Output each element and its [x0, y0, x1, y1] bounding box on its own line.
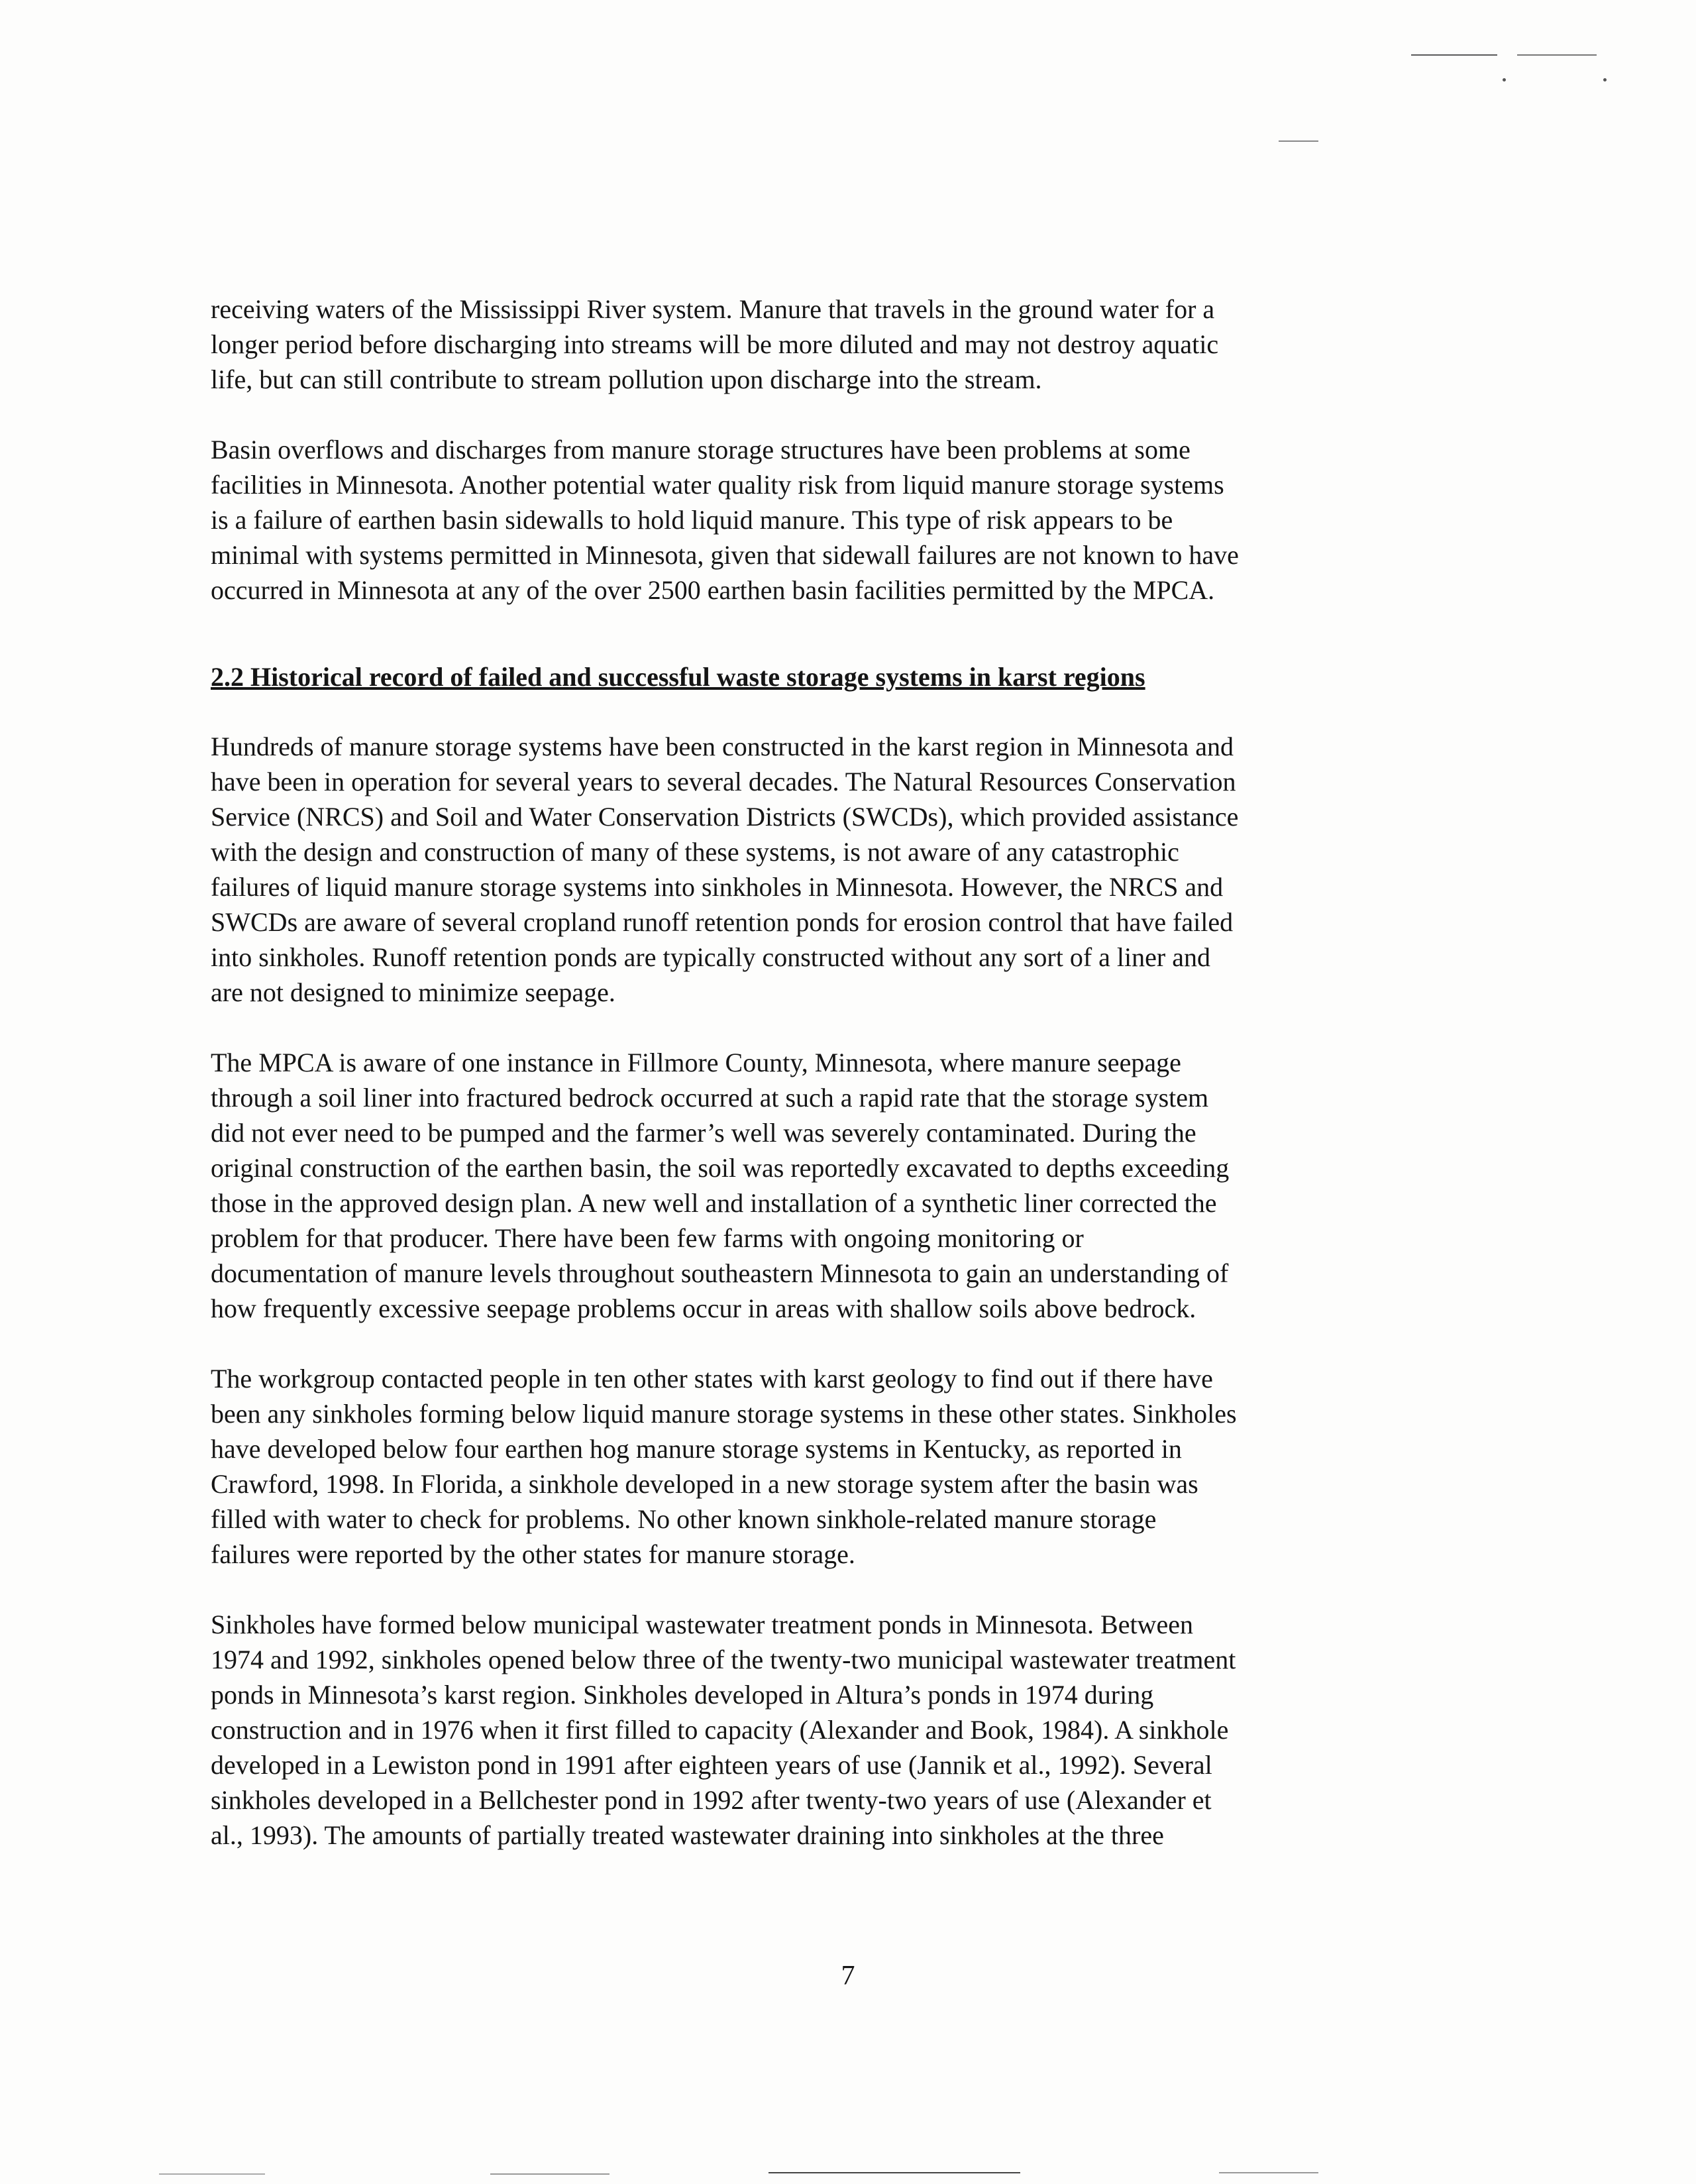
text-line: been any sinkholes forming below liquid manure storage systems in these other states. Sinkholes — [211, 1399, 1237, 1429]
text-line: SWCDs are aware of several cropland runoff retention ponds for erosion control that have failed — [211, 907, 1234, 937]
text-line: into sinkholes. Runoff retention ponds are typically constructed without any sort of a liner and — [211, 942, 1210, 972]
text-line: original construction of the earthen basin, the soil was reportedly excavated to depths exceeding — [211, 1153, 1230, 1183]
text-line: 1974 and 1992, sinkholes opened below three of the twenty-two municipal wastewater treatment — [211, 1645, 1236, 1674]
text-line: Crawford, 1998. In Florida, a sinkhole developed in a new storage system after the basin was — [211, 1469, 1198, 1499]
text-line: how frequently excessive seepage problems occur in areas with shallow soils above bedrock. — [211, 1293, 1196, 1323]
text-line: have been in operation for several years to several decades. The Natural Resources Conservation — [211, 767, 1236, 796]
text-line: developed in a Lewiston pond in 1991 after eighteen years of use (Jannik et al., 1992). Several — [211, 1750, 1212, 1780]
scan-mark — [1279, 140, 1318, 142]
scan-mark — [1411, 54, 1497, 56]
text-line: al., 1993). The amounts of partially treated wastewater draining into sinkholes at the three — [211, 1820, 1164, 1850]
text-line: Sinkholes have formed below municipal wastewater treatment ponds in Minnesota. Between — [211, 1610, 1193, 1639]
scan-mark — [1603, 78, 1607, 82]
text-line: with the design and construction of many of these systems, is not aware of any catastrophic — [211, 837, 1179, 867]
text-line: is a failure of earthen basin sidewalls to hold liquid manure. This type of risk appears to be — [211, 505, 1173, 535]
scan-mark — [768, 2172, 1020, 2173]
scan-mark — [490, 2173, 610, 2175]
paragraph — [211, 1045, 1383, 1326]
text-line: life, but can still contribute to stream pollution upon discharge into the stream. — [211, 364, 1042, 394]
text-line: documentation of manure levels throughout southeastern Minnesota to gain an understanding of — [211, 1258, 1229, 1288]
text-line: facilities in Minnesota. Another potential water quality risk from liquid manure storage systems — [211, 470, 1224, 500]
text-line: did not ever need to be pumped and the farmer’s well was severely contaminated. During the — [211, 1118, 1196, 1148]
paragraph — [211, 1607, 1383, 1853]
paragraph — [211, 432, 1383, 608]
text-line: The workgroup contacted people in ten other states with karst geology to find out if there have — [211, 1364, 1213, 1393]
text-line: ponds in Minnesota’s karst region. Sinkholes developed in Altura’s ponds in 1974 during — [211, 1680, 1154, 1710]
section-heading: 2.2 Historical record of failed and successful waste storage systems in karst regions — [211, 662, 1145, 692]
text-line: failures of liquid manure storage systems into sinkholes in Minnesota. However, the NRCS and — [211, 872, 1224, 902]
text-line: Service (NRCS) and Soil and Water Conservation Districts (SWCDs), which provided assistance — [211, 802, 1239, 832]
text-line: failures were reported by the other states for manure storage. — [211, 1539, 855, 1569]
scan-mark — [1503, 78, 1506, 82]
scan-mark — [159, 2173, 265, 2175]
text-line: problem for that producer. There have been few farms with ongoing monitoring or — [211, 1223, 1084, 1253]
text-line: are not designed to minimize seepage. — [211, 977, 615, 1007]
page-number: 7 — [841, 1961, 855, 1991]
text-line: construction and in 1976 when it first filled to capacity (Alexander and Book, 1984). A sinkhole — [211, 1715, 1229, 1745]
paragraph — [211, 729, 1383, 1010]
text-line: receiving waters of the Mississippi River system. Manure that travels in the ground water for a — [211, 294, 1215, 324]
text-line: Hundreds of manure storage systems have been constructed in the karst region in Minnesota and — [211, 732, 1234, 761]
paragraph — [211, 1361, 1383, 1572]
paragraph — [211, 292, 1383, 397]
text-line: longer period before discharging into streams will be more diluted and may not destroy aquatic — [211, 329, 1219, 359]
text-line: through a soil liner into fractured bedrock occurred at such a rapid rate that the storage system — [211, 1083, 1209, 1113]
scan-mark — [1517, 54, 1597, 56]
text-line: sinkholes developed in a Bellchester pond in 1992 after twenty-two years of use (Alexander et — [211, 1785, 1212, 1815]
text-line: filled with water to check for problems. No other known sinkhole-related manure storage — [211, 1504, 1157, 1534]
text-line: occurred in Minnesota at any of the over 2500 earthen basin facilities permitted by the MPCA. — [211, 575, 1215, 605]
text-line: Basin overflows and discharges from manure storage structures have been problems at some — [211, 435, 1191, 464]
text-line: have developed below four earthen hog manure storage systems in Kentucky, as reported in — [211, 1434, 1182, 1464]
scan-mark — [1219, 2172, 1318, 2173]
text-line: minimal with systems permitted in Minnesota, given that sidewall failures are not known to have — [211, 540, 1239, 570]
document-body — [211, 292, 1383, 1888]
text-line: those in the approved design plan. A new well and installation of a synthetic liner corrected the — [211, 1188, 1217, 1218]
text-line: The MPCA is aware of one instance in Fillmore County, Minnesota, where manure seepage — [211, 1048, 1181, 1077]
